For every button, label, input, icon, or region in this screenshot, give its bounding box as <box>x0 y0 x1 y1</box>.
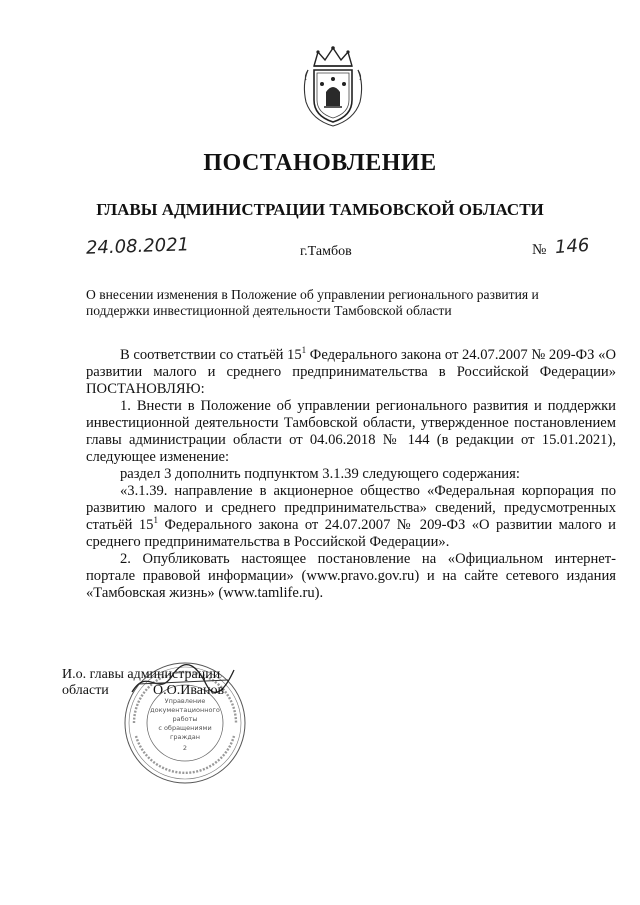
signatory-name: О.О.Иванов <box>153 683 225 698</box>
paragraph-section: раздел 3 дополнить подпунктом 3.1.39 следующего содержания: <box>120 466 520 482</box>
stamp-line-1: Управление <box>164 697 206 705</box>
city: г.Тамбов <box>300 244 352 259</box>
subclause-text-a: «3.1.39. направление в акционерное общество «Федеральная корпорация по развитию малого и среднего предпринимательства» сведений, предусмотренных статьёй 15 <box>86 483 616 533</box>
preamble-text-b: Федерального закона от 24.07.2007 № 209-ФЗ «О развитии малого и среднего предпринимательства в Российской Федерации» ПОСТАНОВЛЯЮ: <box>86 347 616 397</box>
paragraph-subclause <box>86 483 616 551</box>
paragraph-preamble <box>86 347 616 398</box>
handwritten-date: 24.08.2021 <box>85 234 190 259</box>
stamp-number: 2 <box>182 744 188 752</box>
coat-of-arms-icon <box>300 44 366 128</box>
signatory-position-line-1: И.о. главы администрации <box>62 667 221 682</box>
number-sign: № <box>532 242 547 258</box>
document-body <box>86 347 616 602</box>
preamble-text-a: В соответствии со статьёй 15 <box>120 347 302 363</box>
document-title: ПОСТАНОВЛЕНИЕ <box>203 150 437 176</box>
document-subtitle: ГЛАВЫ АДМИНИСТРАЦИИ ТАМБОВСКОЙ ОБЛАСТИ <box>96 200 544 219</box>
subject-line-2: поддержки инвестиционной деятельности Тамбовской области <box>86 303 452 318</box>
subclause-text-b: Федерального закона от 24.07.2007 № 209-ФЗ «О развитии малого и среднего предпринимательства в Российской Федерации». <box>86 517 616 550</box>
stamp-line-2: документационного <box>150 706 220 714</box>
paragraph-2: 2. Опубликовать настоящее постановление на «Официальном интернет-портале правовой информации» (www.pravo.gov.ru) и на сайте сетевого издания «Тамбовская жизнь» (www.tamlife.ru). <box>86 551 616 601</box>
signatory-position-line-2: области <box>62 683 109 698</box>
subject <box>86 287 616 319</box>
subject-line-1: О внесении изменения в Положение об управлении регионального развития и <box>86 287 539 302</box>
stamp-line-4: с обращениями <box>158 724 212 732</box>
paragraph-1: 1. Внести в Положение об управлении регионального развития и поддержки инвестиционной деятельности Тамбовской области, утвержденное постановлением главы администрации области от 04.06.2018 № 144 (в редакции от 15.01.2021), следующее изменение: <box>86 398 616 465</box>
stamp-line-5: граждан <box>169 733 201 741</box>
superscript: 1 <box>301 345 307 356</box>
handwritten-number: 146 <box>554 234 591 259</box>
superscript: 1 <box>153 515 158 526</box>
stamp-line-3: работы <box>172 715 198 723</box>
